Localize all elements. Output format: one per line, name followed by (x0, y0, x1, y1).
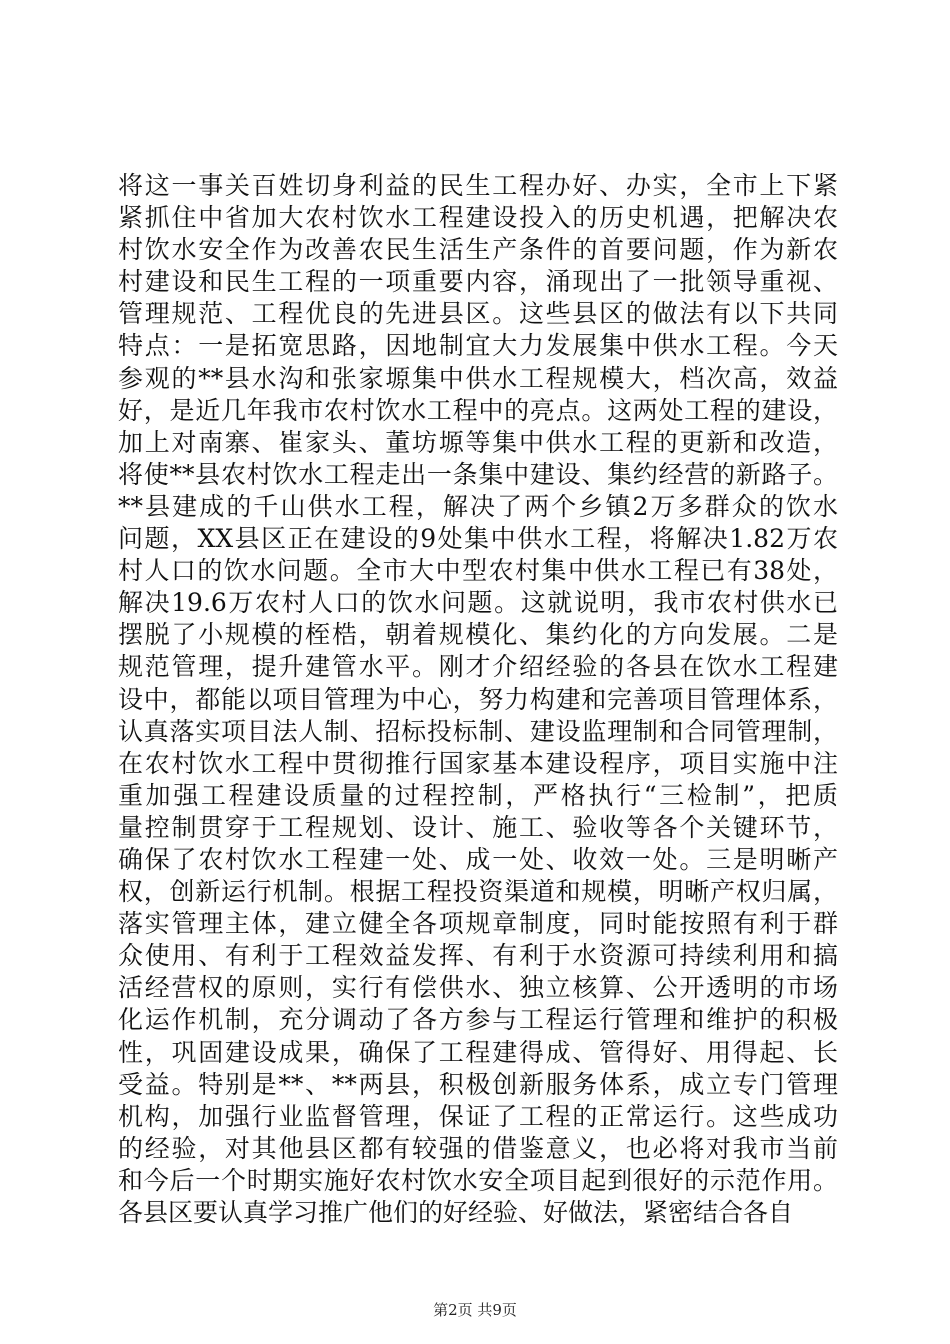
text-line: 确保了农村饮水工程建一处、成一处、收效一处。三是明晰产 (118, 844, 838, 874)
text-line: 落实管理主体，建立健全各项规章制度，同时能按照有利于群 (118, 909, 838, 939)
text-line: **县建成的千山供水工程，解决了两个乡镇2万多群众的饮水 (118, 491, 838, 521)
text-line: 认真落实项目法人制、招标投标制、建设监理制和合同管理制， (118, 716, 838, 746)
text-line: 村建设和民生工程的一项重要内容，涌现出了一批领导重视、 (118, 267, 838, 297)
text-line: 加上对南寨、崔家头、董坊塬等集中供水工程的更新和改造， (118, 427, 838, 457)
page-number-footer: 第2页 共9页 (433, 1301, 517, 1319)
text-line: 紧抓住中省加大农村饮水工程建设投入的历史机遇，把解决农 (118, 203, 838, 233)
text-line: 参观的**县水沟和张家塬集中供水工程规模大，档次高，效益 (118, 363, 838, 393)
text-line: 管理规范、工程优良的先进县区。这些县区的做法有以下共同 (118, 299, 838, 329)
text-line: 在农村饮水工程中贯彻推行国家基本建设程序，项目实施中注 (118, 748, 838, 778)
text-line: 好，是近几年我市农村饮水工程中的亮点。这两处工程的建设， (118, 395, 838, 425)
text-line: 问题，XX县区正在建设的9处集中供水工程，将解决1.82万农 (118, 524, 838, 554)
text-line: 的经验，对其他县区都有较强的借鉴意义，也必将对我市当前 (118, 1133, 838, 1163)
text-line: 村人口的饮水问题。全市大中型农村集中供水工程已有38处， (118, 556, 838, 586)
text-line: 特点：一是拓宽思路，因地制宜大力发展集中供水工程。今天 (118, 331, 838, 361)
text-line: 机构，加强行业监督管理，保证了工程的正常运行。这些成功 (118, 1101, 838, 1131)
text-line: 摆脱了小规模的桎梏，朝着规模化、集约化的方向发展。二是 (118, 620, 838, 650)
text-line: 各县区要认真学习推广他们的好经验、好做法，紧密结合各自 (118, 1198, 794, 1227)
text-line: 众使用、有利于工程效益发挥、有利于水资源可持续利用和搞 (118, 941, 838, 971)
text-line: 量控制贯穿于工程规划、设计、施工、验收等各个关键环节， (118, 812, 838, 842)
text-line: 村饮水安全作为改善农民生活生产条件的首要问题，作为新农 (118, 235, 838, 265)
text-line: 化运作机制，充分调动了各方参与工程运行管理和维护的积极 (118, 1005, 838, 1035)
text-line: 规范管理，提升建管水平。刚才介绍经验的各县在饮水工程建 (118, 652, 838, 682)
text-line: 性，巩固建设成果，确保了工程建得成、管得好、用得起、长 (118, 1037, 838, 1067)
text-line: 和今后一个时期实施好农村饮水安全项目起到很好的示范作用。 (118, 1165, 838, 1195)
text-line: 解决19.6万农村人口的饮水问题。这就说明，我市农村供水已 (118, 588, 838, 618)
text-line: 重加强工程建设质量的过程控制，严格执行“三检制”，把质 (118, 780, 838, 810)
text-line: 受益。特别是**、**两县，积极创新服务体系，成立专门管理 (118, 1069, 838, 1099)
text-line: 设中，都能以项目管理为中心，努力构建和完善项目管理体系， (118, 684, 838, 714)
text-line: 将这一事关百姓切身利益的民生工程办好、办实，全市上下紧 (118, 171, 838, 200)
text-line: 活经营权的原则，实行有偿供水、独立核算、公开透明的市场 (118, 973, 838, 1003)
text-line: 权，创新运行机制。根据工程投资渠道和规模，明晰产权归属， (118, 877, 838, 907)
body-text (118, 170, 838, 1229)
text-line: 将使**县农村饮水工程走出一条集中建设、集约经营的新路子。 (118, 459, 838, 489)
